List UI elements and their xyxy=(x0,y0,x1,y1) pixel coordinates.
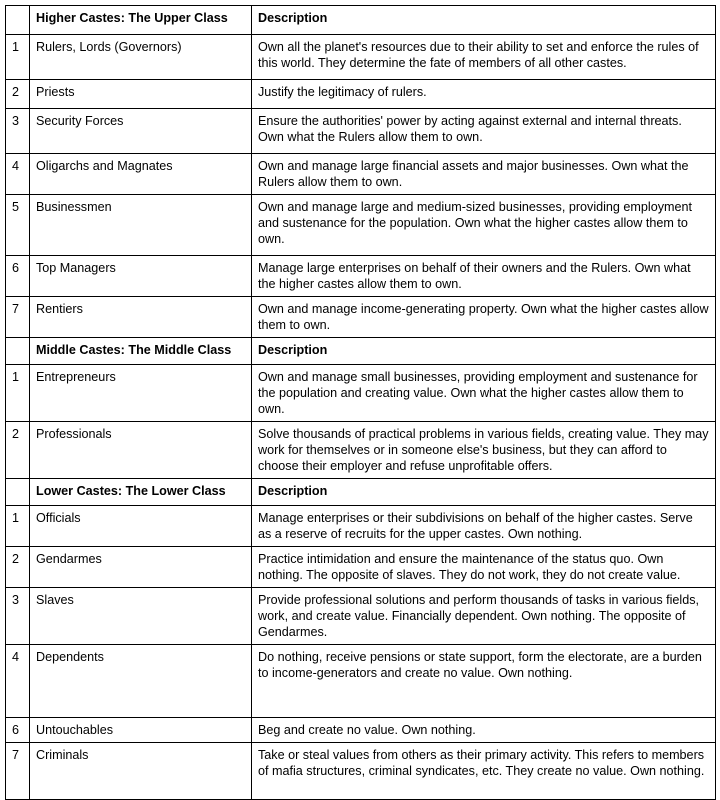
caste-description: Manage large enterprises on behalf of their owners and the Rulers. Own what the higher castes allow them to own. xyxy=(252,256,716,297)
caste-description: Own and manage income-generating property. Own what the higher castes allow them to own. xyxy=(252,297,716,338)
table-row xyxy=(6,718,716,743)
caste-name: Rentiers xyxy=(30,297,252,338)
table-row xyxy=(6,80,716,109)
section-header-middle xyxy=(6,338,716,365)
caste-name: Rulers, Lords (Governors) xyxy=(30,35,252,80)
table-row xyxy=(6,195,716,256)
table-row xyxy=(6,506,716,547)
caste-description: Practice intimidation and ensure the maintenance of the status quo. Own nothing. The opposite of slaves. They do not work, they do not create value. xyxy=(252,547,716,588)
row-number: 1 xyxy=(6,365,30,422)
caste-table xyxy=(5,5,716,800)
description-heading: Description xyxy=(252,6,716,35)
header-number-cell xyxy=(6,338,30,365)
caste-name: Gendarmes xyxy=(30,547,252,588)
table-row xyxy=(6,547,716,588)
caste-description: Ensure the authorities' power by acting against external and internal threats. Own what the Rulers allow them to own. xyxy=(252,109,716,154)
table-row xyxy=(6,645,716,718)
table-row xyxy=(6,588,716,645)
row-number: 3 xyxy=(6,109,30,154)
caste-description: Own and manage small businesses, providing employment and sustenance for the population and creating value. Own what the higher castes allow them to own. xyxy=(252,365,716,422)
caste-name: Entrepreneurs xyxy=(30,365,252,422)
caste-description: Beg and create no value. Own nothing. xyxy=(252,718,716,743)
row-number: 2 xyxy=(6,80,30,109)
table-row xyxy=(6,422,716,479)
row-number: 3 xyxy=(6,588,30,645)
caste-description: Justify the legitimacy of rulers. xyxy=(252,80,716,109)
row-number: 2 xyxy=(6,547,30,588)
description-heading: Description xyxy=(252,338,716,365)
caste-description: Manage enterprises or their subdivisions on behalf of the higher castes. Serve as a reserve of recruits for the upper castes. Own nothing. xyxy=(252,506,716,547)
section-heading: Lower Castes: The Lower Class xyxy=(30,479,252,506)
caste-name: Top Managers xyxy=(30,256,252,297)
header-number-cell xyxy=(6,6,30,35)
caste-name: Oligarchs and Magnates xyxy=(30,154,252,195)
row-number: 6 xyxy=(6,718,30,743)
row-number: 1 xyxy=(6,35,30,80)
row-number: 4 xyxy=(6,645,30,718)
section-header-lower xyxy=(6,479,716,506)
caste-description: Own and manage large and medium-sized businesses, providing employment and sustenance for the population. Own what the higher castes allow them to own. xyxy=(252,195,716,256)
caste-description: Own all the planet's resources due to their ability to set and enforce the rules of this world. They determine the fate of members of all other castes. xyxy=(252,35,716,80)
caste-name: Officials xyxy=(30,506,252,547)
table-row xyxy=(6,35,716,80)
caste-description: Own and manage large financial assets and major businesses. Own what the Rulers allow them to own. xyxy=(252,154,716,195)
caste-description: Solve thousands of practical problems in various fields, creating value. They may work for themselves or in someone else's business, but they can afford to choose their employer and refuse unprofitable offers. xyxy=(252,422,716,479)
row-number: 1 xyxy=(6,506,30,547)
row-number: 7 xyxy=(6,297,30,338)
caste-name: Security Forces xyxy=(30,109,252,154)
table-row xyxy=(6,154,716,195)
caste-name: Businessmen xyxy=(30,195,252,256)
row-number: 4 xyxy=(6,154,30,195)
caste-name: Untouchables xyxy=(30,718,252,743)
caste-description: Take or steal values from others as their primary activity. This refers to members of mafia structures, criminal syndicates, etc. They create no value. Own nothing. xyxy=(252,743,716,800)
caste-name: Criminals xyxy=(30,743,252,800)
caste-name: Dependents xyxy=(30,645,252,718)
caste-name: Priests xyxy=(30,80,252,109)
section-heading: Higher Castes: The Upper Class xyxy=(30,6,252,35)
caste-name: Slaves xyxy=(30,588,252,645)
caste-description: Do nothing, receive pensions or state support, form the electorate, are a burden to income-generators and create no value. Own nothing. xyxy=(252,645,716,718)
caste-name: Professionals xyxy=(30,422,252,479)
section-heading: Middle Castes: The Middle Class xyxy=(30,338,252,365)
table-row xyxy=(6,297,716,338)
header-number-cell xyxy=(6,479,30,506)
row-number: 7 xyxy=(6,743,30,800)
row-number: 6 xyxy=(6,256,30,297)
row-number: 2 xyxy=(6,422,30,479)
section-header-upper xyxy=(6,6,716,35)
table-row xyxy=(6,109,716,154)
row-number: 5 xyxy=(6,195,30,256)
table-row xyxy=(6,365,716,422)
description-heading: Description xyxy=(252,479,716,506)
table-row xyxy=(6,743,716,800)
caste-table-body xyxy=(6,6,716,800)
table-row xyxy=(6,256,716,297)
caste-description: Provide professional solutions and perform thousands of tasks in various fields, work, and create value. Financially dependent. Own nothing. The opposite of Gendarmes. xyxy=(252,588,716,645)
